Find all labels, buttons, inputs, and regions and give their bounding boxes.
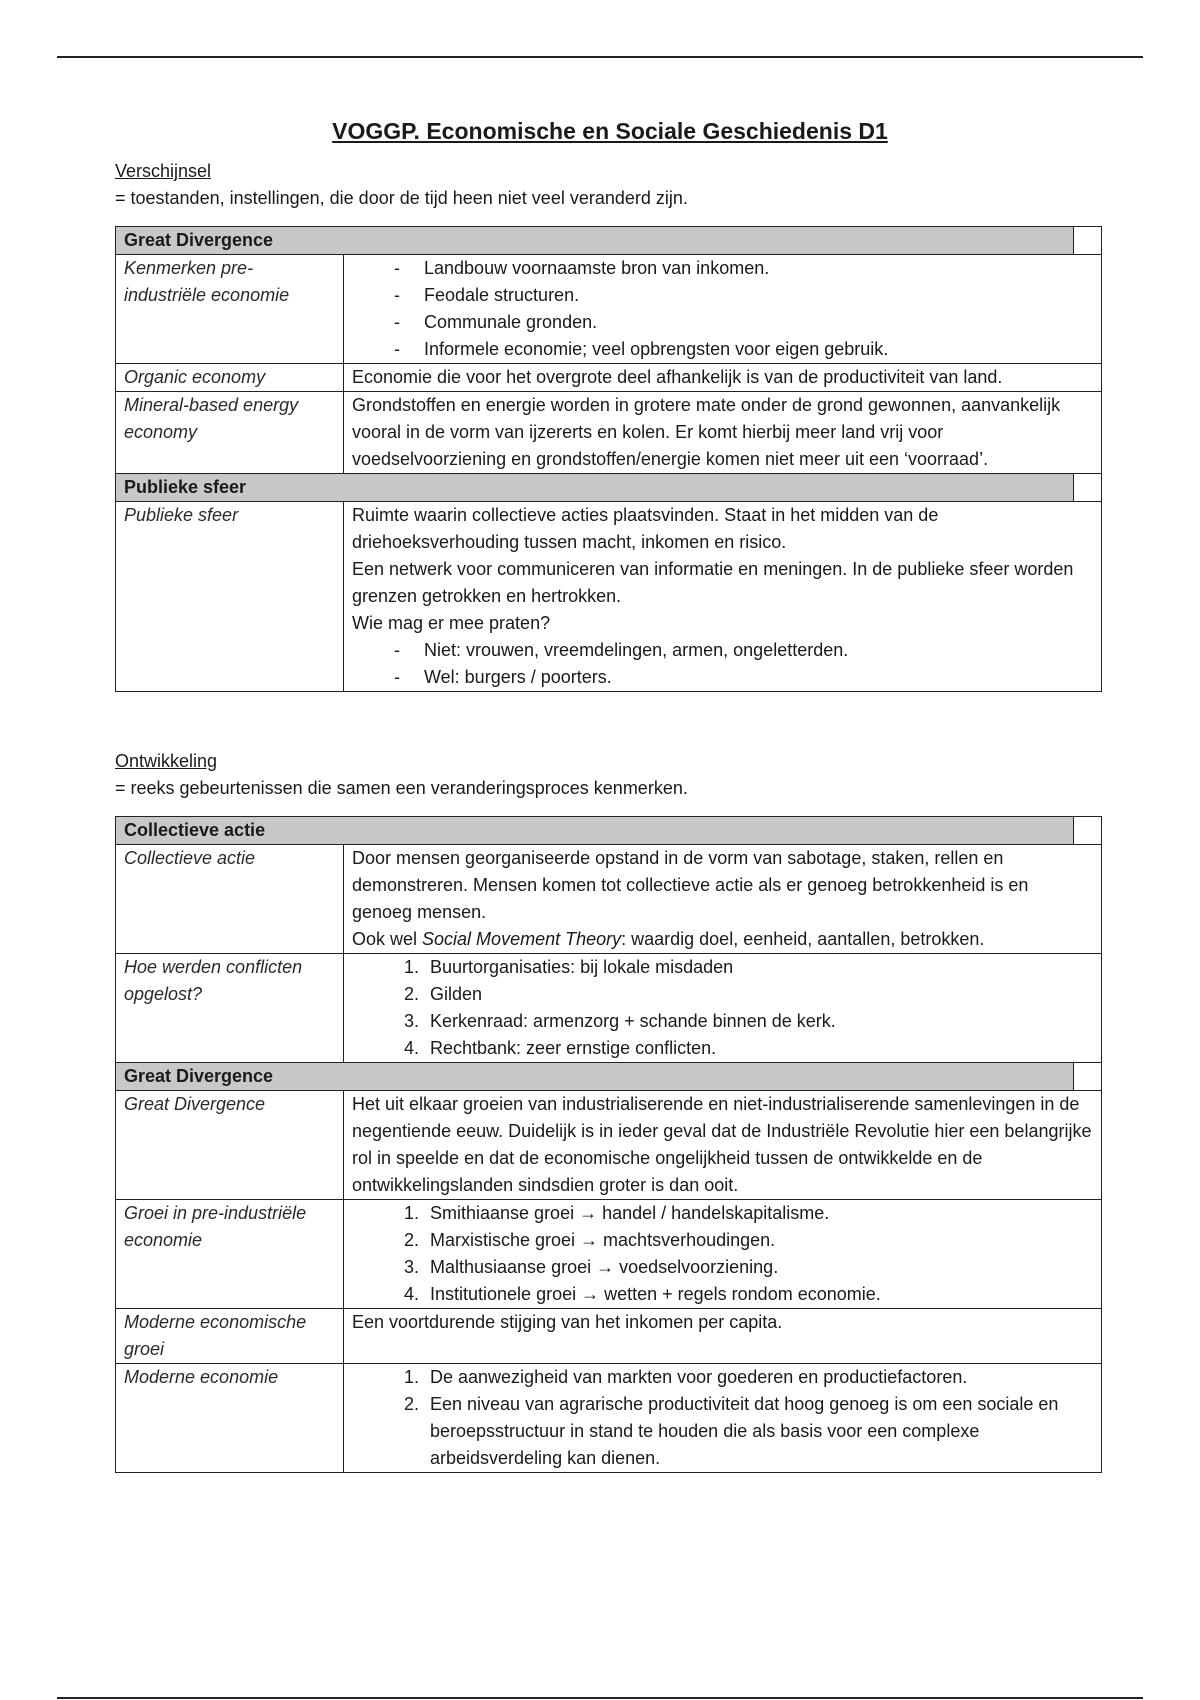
section-label-ontwikkeling: Ontwikkeling [115, 751, 218, 771]
table-row [116, 255, 1102, 364]
group-header-row [116, 227, 1102, 255]
section-definition-verschijnsel: = toestanden, instellingen, die door de tijd heen niet veel veranderd zijn. [115, 188, 688, 208]
section-label-verschijnsel: Verschijnsel [115, 161, 212, 181]
table-row [116, 1364, 1102, 1473]
dash-list [352, 255, 1093, 363]
numbered-list [352, 1364, 1093, 1472]
list-item: - Landbouw voornaamste bron van inkomen. [424, 255, 1093, 282]
list-item: 2. Marxistische groei → machtsverhoudingen. [424, 1227, 1093, 1254]
list-item: 1. De aanwezigheid van markten voor goederen en productiefactoren. [424, 1364, 1093, 1391]
list-item: - Informele economie; veel opbrengsten voor eigen gebruik. [424, 336, 1093, 363]
list-item: - Communale gronden. [424, 309, 1093, 336]
group-header: Collectieve actie [116, 817, 1074, 845]
term-cell: Mineral-based energy economy [116, 392, 344, 474]
bottom-rule [57, 1697, 1143, 1699]
list-item: 2. Een niveau van agrarische productiviteit dat hoog genoeg is om een sociale en beroepsstructuur in stand te houden die als basis voor een complexe arbeidsverdeling kan dienen. [424, 1391, 1093, 1472]
definition-cell [344, 502, 1102, 692]
term-cell: Kenmerken pre-industriële economie [116, 255, 344, 364]
group-header: Great Divergence [116, 1063, 1074, 1091]
term-cell: Collectieve actie [116, 845, 344, 954]
definition-cell [344, 1364, 1102, 1473]
term-cell: Moderne economische groei [116, 1309, 344, 1364]
table-row [116, 502, 1102, 692]
list-item: - Feodale structuren. [424, 282, 1093, 309]
list-item: - Niet: vrouwen, vreemdelingen, armen, ongeletterden. [424, 637, 1093, 664]
term-cell: Publieke sfeer [116, 502, 344, 692]
paragraph: Wie mag er mee praten? [352, 613, 551, 633]
list-item: 1. Buurtorganisaties: bij lokale misdaden [424, 954, 1093, 981]
term-cell: Moderne economie [116, 1364, 344, 1473]
list-item: - Wel: burgers / poorters. [424, 664, 1093, 691]
table-row [116, 364, 1102, 392]
list-item: 4. Institutionele groei → wetten + regels rondom economie. [424, 1281, 1093, 1308]
definition-cell [344, 1200, 1102, 1309]
table-row [116, 1309, 1102, 1364]
dash-list [352, 637, 1093, 691]
header-end-cell [1074, 817, 1102, 845]
list-item: 4. Rechtbank: zeer ernstige conflicten. [424, 1035, 1093, 1062]
document-body [115, 114, 1105, 1473]
list-item: 2. Gilden [424, 981, 1093, 1008]
group-header: Publieke sfeer [116, 474, 1074, 502]
definition-cell: Een voortdurende stijging van het inkomen per capita. [344, 1309, 1102, 1364]
theory-name: Social Movement Theory [422, 929, 622, 949]
group-header: Great Divergence [116, 227, 1074, 255]
group-header-row [116, 1063, 1102, 1091]
definition-cell [344, 255, 1102, 364]
paragraph: Ruimte waarin collectieve acties plaatsvinden. Staat in het midden van de driehoeksverhouding tussen macht, inkomen en risico. [352, 505, 939, 552]
term-cell: Groei in pre-industriële economie [116, 1200, 344, 1309]
table-row [116, 1200, 1102, 1309]
document-title: VOGGP. Economische en Sociale Geschiedenis D1 [332, 118, 888, 144]
header-end-cell [1074, 1063, 1102, 1091]
top-rule [57, 56, 1143, 58]
header-end-cell [1074, 474, 1102, 502]
numbered-list [352, 954, 1093, 1062]
theory-suffix: : waardig doel, eenheid, aantallen, betrokken. [621, 929, 985, 949]
table-row [116, 954, 1102, 1063]
section-spacer [115, 692, 1105, 748]
definition-cell: Het uit elkaar groeien van industrialiserende en niet-industrialiserende samenlevingen in de negentiende eeuw. Duidelijk is in ieder geval dat de Industriële Revolutie hier een belangrijke rol in speelde en dat de economische ongelijkheid tussen de ontwikkelde en de ontwikkelingslanden sindsdien groter is dan ooit. [344, 1091, 1102, 1200]
paragraph: Door mensen georganiseerde opstand in de vorm van sabotage, staken, rellen en demonstreren. Mensen komen tot collectieve actie als er genoeg betrokkenheid is en genoeg mensen. [352, 848, 1029, 922]
definition-cell: Economie die voor het overgrote deel afhankelijk is van de productiviteit van land. [344, 364, 1102, 392]
numbered-list [352, 1200, 1093, 1308]
term-cell: Hoe werden conflicten opgelost? [116, 954, 344, 1063]
header-end-cell [1074, 227, 1102, 255]
table-row [116, 1091, 1102, 1200]
table-verschijnsel [115, 226, 1102, 692]
paragraph: Een netwerk voor communiceren van informatie en meningen. In de publieke sfeer worden grenzen getrokken en hertrokken. [352, 559, 1074, 606]
group-header-row [116, 474, 1102, 502]
list-item: 3. Kerkenraad: armenzorg + schande binnen de kerk. [424, 1008, 1093, 1035]
term-cell: Great Divergence [116, 1091, 344, 1200]
list-item: 3. Malthusiaanse groei → voedselvoorziening. [424, 1254, 1093, 1281]
table-row [116, 392, 1102, 474]
table-ontwikkeling [115, 816, 1102, 1473]
definition-cell [344, 845, 1102, 954]
list-item: 1. Smithiaanse groei → handel / handelskapitalisme. [424, 1200, 1093, 1227]
theory-prefix: Ook wel [352, 929, 423, 949]
group-header-row [116, 817, 1102, 845]
section-definition-ontwikkeling: = reeks gebeurtenissen die samen een veranderingsproces kenmerken. [115, 778, 688, 798]
theory-line [352, 926, 1093, 953]
definition-cell [344, 954, 1102, 1063]
term-cell: Organic economy [116, 364, 344, 392]
table-row [116, 845, 1102, 954]
definition-cell: Grondstoffen en energie worden in grotere mate onder de grond gewonnen, aanvankelijk vooral in de vorm van ijzererts en kolen. Er komt hierbij meer land vrij voor voedselvoorziening en grondstoffen/energie komen niet meer uit een ‘voorraad’. [344, 392, 1102, 474]
